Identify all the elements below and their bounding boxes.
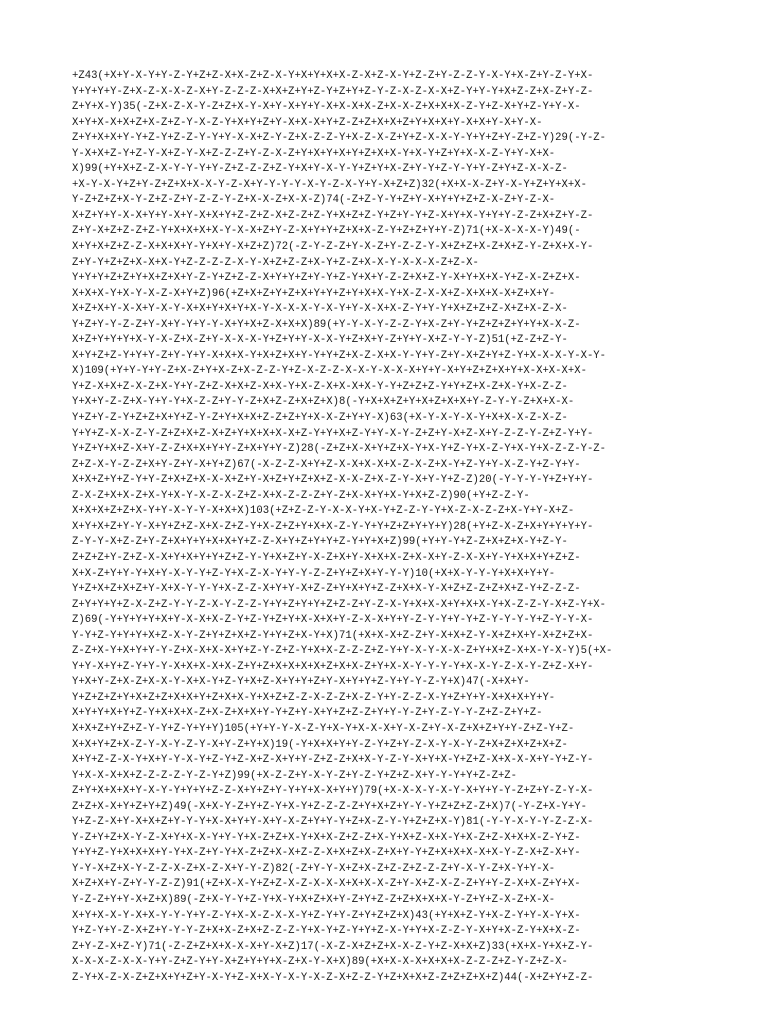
text-line: Z+Z-X-Y-Z-Z+X+Y-Z+Y-X+Y+Z)67(-X-Z-Z-X+Y+Z-X-X+X-X+X-Z-X-Z+X-Y+Z-Y+Y-X-Z-Y+Z-Y+Y-	[72, 458, 581, 471]
text-line: Z+Y+Y+Y+Z-X-Z+Z-Y-Y-Z-X-Y-Z-Z-Y+Y+Z+Y+Y+Z+Z-Z+Y-Z-X-Y+X+X-X+Y+X+X-Y+X-Z-Z-Y-X+Z-Y+X-	[72, 598, 607, 611]
text-line: X+Y+Z+Z-Y+Y+Y-Z+Y-Y+Y-X+X+X-Y+X+Z+X+Y-Y+Y+Z+X-Z-X+X-Y-Y+Y-Z+Y-X+Z+Y+Z-Y+X-X-X-Y-X-Y-	[72, 349, 607, 362]
text-line: X+Y+X+Z+Z-Z-X+X+X+Y-Y+X+Y-X+Z+Z)72(-Z-Y-Z-Z+Y-X-Z+Y-Z-Z-Y-X+Z+Z+X-Z+X+Z-Y-Z+X+X-Y-	[72, 241, 594, 254]
text-line: X+Y+Z-Z-X-Y+X+Y-Y-X-Y+Z-Y+Z-X+Z-X+Y+Y-Z+Z-Z+X+X-Y-Z-Y-X+Y+X-Y+Z+Z-X+X-X-X+Y-Y+Z-Y-	[72, 754, 594, 767]
text-line: Z)69(-Y+Y+Y+Y+X+Y-X-X+X-Z-Y+Z-Y+Z+Y+X-X+X+Y-Z-X-X+Y+Y-Z-Y-Y+Y-Y+Z-Y-Y-Y-Y+Z-Y-Y-X-	[72, 614, 594, 627]
text-line: X+X+X-Y+X-Y-X-Z-X+Y+Z)96(+Z+X+Z+Y+Z+X+Y+Y+Z+Y+X+X-Y+X-Z-X-X+Z-X+X+X-X+Z+X+Y-	[72, 287, 556, 300]
text-line: Y+Z-X+X+Z-X-Z+X-Y+Y-Z+Z-X+X+Z-X+X-Y+X-Z-X+X-X+X-Y-Y+Z+Z+Z-Y+Y+Z+X-Z+X-Y+X-Z-Z-	[72, 380, 568, 393]
text-line: X+X+Y+Z+X-Z-Y-X-Y-Z-Y-X+Y-Z+Y+X)19(-Y+X+X+Y+Y-Z-Y+Z+Y-Z-X-Y-X-Y-Z+X+Z+X+Z+X+Z-	[72, 738, 568, 751]
text-line: Z+Z+X-X+Y+Z+Y+Z)49(-X+X-Y-Z+Y+Z-Y+X-Y+Z-Z-Z-Z+Y+X+Z+Y-Y-Y+Z+Z+Z-Z+X)7(-Y-Z+X-Y+Y-	[72, 800, 587, 813]
text-line: Y+Z+Z+Z+Y+X+Z+Z+X+X+Y+Z+X+X-Y+X+Z+Z-Z-X-Z-Z+X-Z-Y+Y-Z-Z-X-Y+Z+Y+Y-X+X+X+Y+Y-	[72, 691, 556, 704]
text-line: Y+Z+Y+X+Z-X+Y-Z-Z+X+X+Y+Y-Z+X+Y+Y-Z)28(-Z+Z+X-X+Y+Z+X-Y+X-Y+Z-Y+X-Z-Y+X-Y+X-Z-Z-Y-Z-	[72, 443, 607, 456]
text-line: X-X-X-Z-X-X-Y+Y-Z+Z-Y+Y-X+Z+Y+Y+X-Z+X-Y-X+X)89(+X+X-X-X+X+X+X-Z-Z-Z+Z-Y-Z+Z-X-	[72, 956, 568, 969]
text-line: Y+Y+Z-X-X-Z-Y-Z+Z+X+Z-X+Z+Y+X+X+X-X+Z-Y+Y+X+Z-Y+Y-X-Y-Z+Z+Y-X+Z-X+Y-Z-Z-Y-Z+Z-Y+Y-	[72, 427, 594, 440]
text-line: X+Z+X+Y-Z+Y-Y-Z-Z)91(+Z+X-X-Y+Z+Z-X-Z-X-X-X+X+X-X-Z+Y-X+Z-X-Z-Z+Y+Y-Z-X+X-Z+Y+X-	[72, 878, 581, 891]
text-line: Z+Z+Z+Y-Z+Z-X-X+Y+X+Y+Y+Z+Z-Y-Y+X+Z+Y-X-Z+X+Y-X+X+X-Z+X-X+Y-Z-X-X+Y-Y+X+X+Y+Z+Z-	[72, 551, 581, 564]
text-line: Y-Y+Z-Y+Y+Y+X+Z-X-Y-Z+Y+Z+X+Z-Y+Y+Z+X-Y+X)71(+X+X-X+Z-Z+Y-X+X+Z-Y-X+Z+X+Y-X+Z+Z+X-	[72, 629, 594, 642]
text-line: X+Z+X+Y-X-X+Y-X-Y-X+X+Y+X+Y+X-Y-X-X-X-Y-X-Y+Y-X-X+X-Z-Y+Y-Y+X+Z+Z+Z-X+Z+X-Z-X-	[72, 303, 568, 316]
text-line: Z+Y+X+X+X+Y-X-Y-Y+Y+Y+Z-Z-X+Y+Z+Y-Y+Y+X-X+Y+Y)79(+X-X-X-Y-X-Y-X+Y+Y-Y-Z+Z+Y-Z-Y-X-	[72, 785, 594, 798]
text-line: Y+Z+X+Z+X+Z+Y-X+X-Y-Y-Y+X-Z-Z-X+Y+Y-X+Z-Z+Y+X+Y+Z-Z+X+X-Y-X+Z+Z-Z+Z+X+Z-Y+Z-Z-Z-	[72, 583, 581, 596]
text-line: X+Y+X+Z+Y-Y-X+Y+Z+Z-X+X-Z+Z-Y+X-Z+Z+Y+X+X-Z-Y-Y+Y+Z+Z+Y+Y+Y)28(+Y+Z-X-Z+X+Y+Y+Y+Y-	[72, 520, 594, 533]
text-line: Y+Y-X+Y+Z-Y+Y-Y-X+X+X-X+X-Z+Y+Z+X+X+X+X+Z+X+X-Z+Y+X-X-Y-Y-Y-Y+X-X-Y-Z-X-Y-Z+Z-X+Y-	[72, 660, 594, 673]
text-line: Z+Y+X-Y)35(-Z+X-Z-X-Y-Z+Z+X-Y-X+Y-X+Y+Y-X+X-X+X-Z+X-X-Z+X+X+X-Z-Y+Z-X+Y+Z-Y+Y-X-	[72, 101, 581, 114]
text-line: X+X+X+Z+Z+X-Y+Y-X-Y-Y-X+X+X)103(+Z+Z-Z-Y-X-X-Y+X-Y+Z-Z-Y-Y+X-Z-X-Z-Z+X-Y+Y-X+Z-	[72, 505, 575, 518]
text-line: X)99(+Y+X+Z-Z-X-Y-Y-Y+Y-Z+Z-Z-Z+Z-Y+X+Y-X-Y-Y+Z+Y+X-Z+Y-Y+Z-Y-Y+Y-Z+Y+Z-X-X-Z-	[72, 163, 568, 176]
text-line: Y-X+X+Z-Y+Z-Y-X+Z-Y-X+Z-Z-Z+Y-Z-X-Z+Y+X+Y+X+Y+Z+X+X-Y+X-Y+Z+Y+X-X-Z-Y+Y-X+X-	[72, 147, 556, 160]
text-line: X+Y+X-X+X+Z+X-Z+Z-Y-X-Z-Y+X+Y+Z+Y-X+X-X+Y+Z-Z+Z+X+X+Z+Y+X+X+Y-X+X+Y-X+Y-X-	[72, 116, 543, 129]
text-line: Z+Y-Y+Z+Z+X-X+X-Y+Z-Z-Z-Z-X-Y-X+Z+Z-Z+X-Y+Z-Z+X-X-Y-X-X-X-Z+Z-X-	[72, 256, 479, 269]
text-line: X+X+Z+Y+Z+Z-Y-Y+Z-Y+Y+Y)105(+Y+Y-Y-X-Z-Y+X-Y+X-X-X+Y-X-Z+Y-X-Z+X+Z+Y+Y-Z+Z-Y+Z-	[72, 722, 575, 735]
text-line: Y-Z+Y+Z+X-Y-Z-X+Y+X-X-Y+Y-Y+X-Z+Z+X-Y+X+X-Z+Z-Z+X-Y+X+Z-X+X-Y+X-Z+Z-X+X+X-Z-Y+Z-	[72, 831, 581, 844]
text-line: Y+Y+Y+Y-Z+X-Z-X-X-Z-X+Y-Z-Z-Z-X+X+Z+Y+Z-Y+Z+Y+Z-Y-Z-X-Z-X-X+Z-Y+Y-Y+X+Z-Z+X-Z+Y-Z-	[72, 85, 594, 98]
text-line: Y+X+Y-Z+X-Z+X-X-Y-X+X-Y+Z-Y+X+Z-X+Y+Y+Z+Y-X+Y+Y+Z-Y+Y-Y-Z-Y+X)47(-X+X+Y-	[72, 676, 530, 689]
text-line: X+Z+Y+Y-X-X+Y+Y-X+Y-X+X+Y+Z-Z+Z-X+Z-Z+Z-Y+X+Z+Z-Y+Z+Y-Y+Z-X+Y+X-Y+Y+Y-Z-Z+X+Z+Y-Z-	[72, 209, 594, 222]
text-line: Y+Z+Y-Z-Y+Z+Z+X+Y+Z-Y-Z+Y+X+X+Z-Z+Z+Y+X-X-Z+Y+Y-X)63(+X-Y-X-Y-X-Y+X+X-X-Z-X-Z-	[72, 412, 568, 425]
text-line: Z-Y-Y-X+Z-Z+Y-Z+X+Y+Y+X+X+Y+Z-Z-X+Y+Z+Y+Y+Z-Y+Y+X+Z)99(+Y+Y-Y+Z-Z+X+Z+X-Y+Z-Y-	[72, 536, 568, 549]
text-line: X+Y+Y+X+Y+Z-Y+X+X+X-Z+X-Z+X+X+Y-Y+Z+Y-X+Y+Z+Z-Z+Y+Y-Y-Z+Y-Z-Y-Y-Z+Z-Z+Y+Z-	[72, 707, 543, 720]
text-line: X+Y+X-X-Y-X+X-Y-Y-Y+Y-Z-Y+X-X-Z-X-X-Y+Z-Y+Y-Z+Y+Z+Z+X)43(+Y+X+Z-Y+X-Z-Y+Y-X-Y+X-	[72, 909, 581, 922]
text-line: Z+Y-X+Z+Z-Z+Z-Y+X+X+X+X-Y-X-X+Z+Y-Z-X+Y+Y+Z+X+X-Z-Y+Z+Z+Y+Y-Z)71(+X-X-X-X-Y)49(-	[72, 225, 581, 238]
text-line: Y+X+Y-Z-Z+X-Y+Y-Y+X-Z-Z+Y-Y-Z+X+Z-Z+X+Z+X)8(-Y+X+X+Z+Y+X+Z+X+X+Y-Z-Y-Y-Z+X+X-X-	[72, 396, 575, 409]
text-line: +X-Y-X-Y+Z+Y-Z+Z+X+X-X-Y-Z-X+Y-Y-Y-Y-X-Y-Z-X-Y+Y-X+Z+Z)32(+X+X-X-Z+Y-X-Y+Z+Y+X+X-	[72, 178, 587, 191]
text-line: Z+Y+X+X+Y-Y+Z-Y+Z-Z-Y-Y+Y-X-X+Z-Y-Z+X-Z-Z-Y+X-Z-X-Z+Y+Z-X-X-Y-Y+Y+Z+Y-Z+Z-Y)29(-Y-Z-	[72, 132, 607, 145]
text-line: Y-Y-X+Z+X-Y-Z-Z-X-Z+X-Z-X+Y-Y-Z)82(-Z+Y-Y-X+Z+X-Z+Z-Z+Z-Z-Z+Y-X-Y-Z+X-Y+Y-X-	[72, 862, 556, 875]
text-line: Y+Y+Z-Y+X+X+X+Y-Y+X-Z+Y-Y+X-Z+Z+X-X+Z-Z-X+X+Z+X-Z+X+Y-Y+Z+X+X+X-X+X-Y-Z-X+Z-X+Y-	[72, 847, 581, 860]
text-line: Y+Y+Y+Z+Z+Y+X+Z+X+Y-Z-Y+Z+Z-Z-X+Y+Y+Z+Y-Y+Z-Y+X+Y-Z-Z+X+Z-Y-X+Y+X+X-Y+Z-X-Z+Z+X-	[72, 272, 581, 285]
text-line: Y+Z+Y-Y-Z-Z+Y-X+Y-Y+Y-Y-X+Y+X+Z-X+X+X)89(+Y-Y-X-Y-Z-Z-Y+X-Z+Y-Y+Z+Z+Z+Y+Y+X-X-Z-	[72, 318, 581, 331]
text-line: X+Z+Y+Y+Y+X-Y-X-Z+X-Z+Y-X-X-X-Y+Z+Y+Y-X-X-Y+Z+X+Y-Z+Y+Y-X+Z-Y-Y-Z)51(+Z-Z+Z-Y-	[72, 334, 568, 347]
text-line: Z+Y-Z-X+Z-Y)71(-Z-Z+Z+X+X-X-X+Y-X+Z)17(-X-Z-X+Z+Z+X-X-Z-Y+Z-X+X+Z)33(+X+X-Y+X+Z-Y-	[72, 940, 594, 953]
text-block	[72, 69, 700, 986]
text-line: X)109(+Y+Y-Y+Y-Z+X-Z+Y+X-Z+X-Z-Z-Y+Z-X-Z-Z-X-X-Y-X-X-X+Y+Y-X+Y+Z+Z+X+Y+X-X+X-X+X-	[72, 365, 587, 378]
text-line: Y-Z+Z+Z+X-Y-Z+Z-Z+Y-Z-Z-Y-Z+X-X-Z+X-X-Z)74(-Z+Z-Y-Y+Z+Y-X+Y+Y+Z+Z-X-Z+Y-Z-X-	[72, 194, 556, 207]
text-line: Z-Y+X-Z-X-Z+Z+X+Y+Z+Y-X-Y+Z-X+X-Y-X-Y-X-Z-X+Z-Z-Y+Z+X+X+Z-Z+Z+Z+X+Z)44(-X+Z+Y+Z-Z-	[72, 971, 594, 984]
text-line: Y+Z-Z-X+Y-X+X+Z+Y-Y-Y+X-X+Y+Y-X+Y-X-Z+Y+Y-Y+Z+X-Z-Y-Y+Z+Z+X-Y)81(-Y-Y-X-Y-Y-Z-Z-X-	[72, 816, 594, 829]
text-line: +Z43(+X+Y-X-Y+Y-Z-Y+Z+Z-X+X-Z+Z-X-Y+X+Y+X+X-Z-X+Z-X-Y+Z-Z+Y-Z-Z-Y-X-Y+X-Z+Y-Z-Y+X-	[72, 70, 594, 82]
text-line: Y+Z-Y+Y-Z-X+Z+Y-Y-Y-Z+X+X-Z+X+Z-Z-Z-Y+X-Y+Z-Y+Y+Z-X-Y+Y+X-Z-Z-Y-X+Y+X-Z-Y+X+X-Z-	[72, 925, 581, 938]
text-line: X+X+Z+Y+Z-Y+Y-Z+X+Z+X-X-X+Z+Y-X+Z+Y+Z+X+Z-X-X-Z+X-Z-Y-X+Y-Y+Z-Z)20(-Y-Y-Y-Y+Z+Y+Y-	[72, 474, 594, 487]
text-line: Z-X-Z+X+X-Z+X-Y+X-Y-X-Z-X-Z+Z-X+X-Z-Z-Z+Y-Z+X-X+Y+X-Y+X+Z-Z)90(+Y+Z-Z-Y-	[72, 489, 530, 502]
text-line: Y+X-X-X+X+Z-Z-Z-Z-Y-Z-Y+Z)99(+X-Z-Z+Y-X-Y-Z+Y-Z-Y+Z+Z-X+Y-Y-Y+Y+Z-Z+Z-	[72, 769, 518, 782]
text-line: X+X-Z+Y+Y-Y+X+Y-X-Y-Y+Z-Y+X-Z-X-Y+Y-Y-Z-Z+Y+Z+X+Y-Y-Y)10(+X+X-Y-Y-Y+X+X+Y+Y-	[72, 567, 556, 580]
text-line: Y-Z-Z+Y+Y-X+Z+X)89(-Z+X-Y-Y+Z-Y+X-Y+X+Z+X+Y-Z+Y+Z-Z+Z+X+X+X-Y-Z+Y+Z-X-Z+X-X-	[72, 893, 556, 906]
text-line: Z-Z+X-Y+X+Y+Y-Y-Z+X-X+X-X+Y+Z-Y-Z+Z-Y+X+X-Z-Z-Z+Z-Y+Y-X-Y-X-X-Z+Y+X+Z-X+X-Y-X-Y)5(+X-	[72, 645, 613, 658]
